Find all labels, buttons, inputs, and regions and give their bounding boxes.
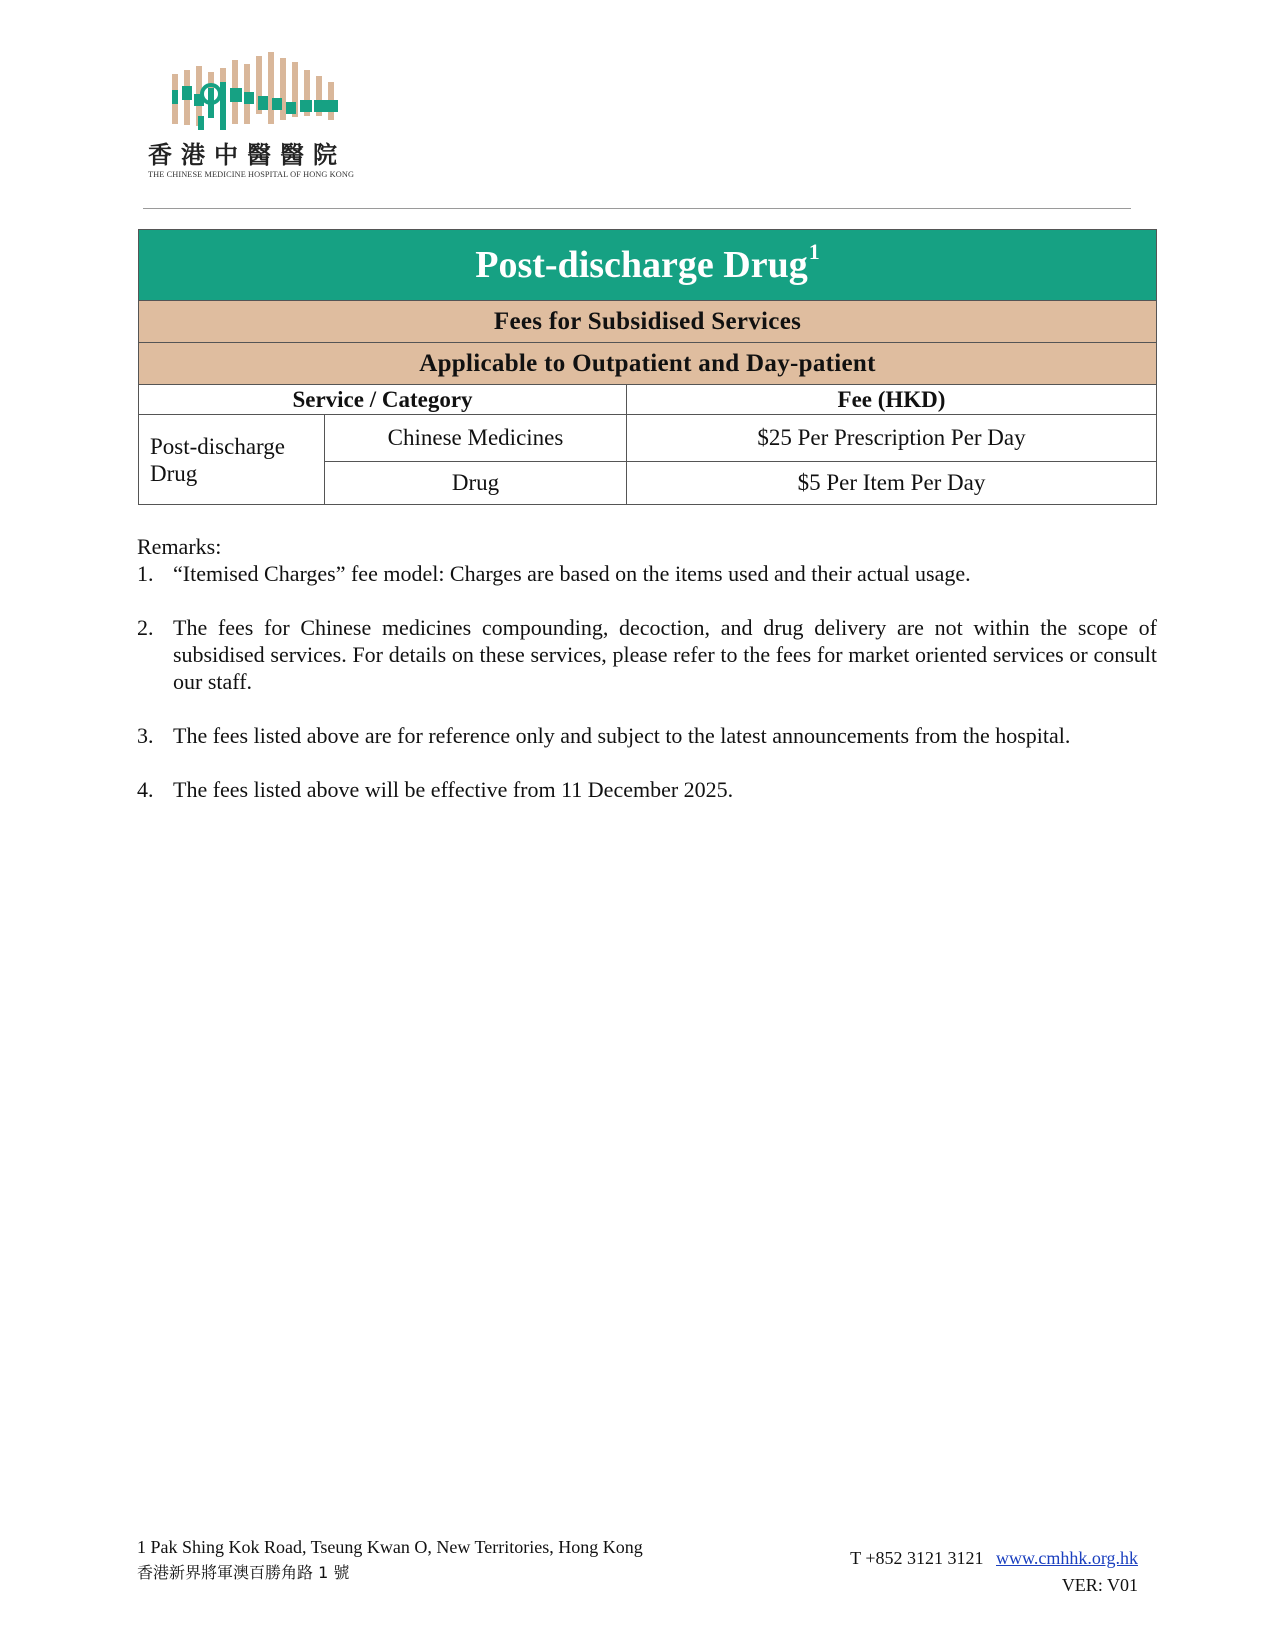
logo-english-name: THE CHINESE MEDICINE HOSPITAL OF HONG KONG	[148, 170, 355, 179]
address-chinese: 香港新界將軍澳百勝角路 1 號	[137, 1563, 350, 1582]
logo-chinese-name: 香港中醫醫院	[148, 141, 346, 169]
category-cell: Drug	[325, 462, 627, 505]
subtitle-row	[139, 301, 1157, 343]
remark-number: 2.	[137, 615, 154, 640]
address-english: 1 Pak Shing Kok Road, Tseung Kwan O, New Territories, Hong Kong	[137, 1537, 643, 1557]
fee-table	[138, 229, 1157, 505]
remark-number: 4.	[137, 777, 154, 802]
column-header-fee: Fee (HKD)	[627, 385, 1157, 415]
footnote-marker: 1	[808, 239, 820, 264]
remark-number: 1.	[137, 561, 154, 586]
table-title: Post-discharge Drug$^1$	[139, 230, 1157, 301]
remark-item	[137, 776, 1157, 803]
column-header-service: Service / Category	[139, 385, 627, 415]
remark-text: The fees for Chinese medicines compounding, decoction, and drug delivery are not within the scope of subsidised services. For details on these services, please refer to the fees for market oriented services or consult our staff.	[173, 615, 1157, 694]
hospital-logo	[148, 52, 378, 182]
footer-contact	[850, 1545, 1138, 1599]
remarks-section	[137, 533, 1157, 830]
remark-text: “Itemised Charges” fee model: Charges are based on the items used and their actual usage.	[173, 561, 971, 586]
remark-item	[137, 614, 1157, 695]
service-name-cell: Post-discharge Drug	[139, 415, 325, 505]
footer-address	[137, 1535, 643, 1585]
header-divider	[143, 208, 1131, 209]
table-row	[139, 415, 1157, 462]
phone-number: T +852 3121 3121	[850, 1548, 984, 1568]
table-subtitle-applicability: Applicable to Outpatient and Day-patient	[139, 343, 1157, 385]
website-link[interactable]: www.cmhhk.org.hk	[996, 1548, 1138, 1568]
remark-text: The fees listed above will be effective from 11 December 2025.	[173, 777, 734, 802]
remark-number: 3.	[137, 723, 154, 748]
fee-cell: $25 Per Prescription Per Day	[627, 415, 1157, 462]
remark-text: The fees listed above are for reference only and subject to the latest announcements from the hospital.	[173, 723, 1071, 748]
logo-mark-icon	[172, 52, 352, 134]
remark-item	[137, 722, 1157, 749]
category-cell: Chinese Medicines	[325, 415, 627, 462]
table-title-row	[139, 230, 1157, 301]
fee-cell: $5 Per Item Per Day	[627, 462, 1157, 505]
version-label: VER: V01	[1061, 1575, 1138, 1595]
contact-line	[850, 1545, 1138, 1572]
subtitle-row	[139, 343, 1157, 385]
table-header-row	[139, 385, 1157, 415]
table-subtitle-fees: Fees for Subsidised Services	[139, 301, 1157, 343]
remarks-label: Remarks:	[137, 534, 222, 559]
remark-item	[137, 560, 1157, 587]
